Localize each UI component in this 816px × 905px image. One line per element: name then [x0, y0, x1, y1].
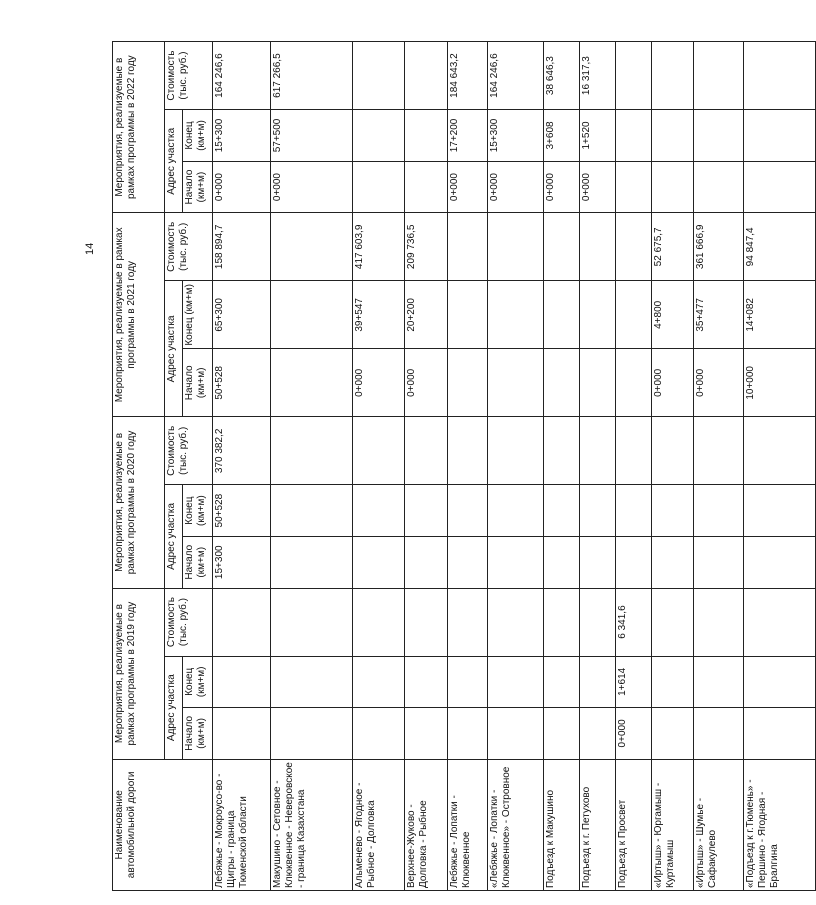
- value-cell: [580, 281, 616, 349]
- value-cell: 0+000: [616, 708, 652, 760]
- value-cell: [271, 213, 353, 281]
- header-address-2021: Адрес участка: [165, 281, 183, 417]
- value-cell: 361 666,9: [694, 213, 744, 281]
- value-cell: 0+000: [488, 161, 544, 213]
- value-cell: 50+528: [213, 349, 271, 417]
- value-cell: [271, 485, 353, 537]
- value-cell: 0+000: [652, 349, 694, 417]
- value-cell: [616, 281, 652, 349]
- value-cell: [652, 42, 694, 110]
- value-cell: [353, 536, 405, 588]
- value-cell: [652, 708, 694, 760]
- page-number: 14: [84, 242, 96, 255]
- header-year-2022: Мероприятия, реализуемые в рамках программы в 2022 году: [113, 42, 165, 213]
- value-cell: [271, 536, 353, 588]
- value-cell: [448, 708, 488, 760]
- table-row: [544, 42, 580, 891]
- value-cell: [544, 417, 580, 485]
- value-cell: [213, 588, 271, 656]
- value-cell: [448, 417, 488, 485]
- value-cell: [744, 588, 816, 656]
- value-cell: [488, 485, 544, 537]
- value-cell: [616, 161, 652, 213]
- value-cell: [744, 656, 816, 708]
- value-cell: [652, 485, 694, 537]
- value-cell: [353, 161, 405, 213]
- value-cell: [616, 485, 652, 537]
- value-cell: 3+608: [544, 110, 580, 162]
- road-name-cell: «Лебяжье - Лопатки - Клюквенное» - Островное: [488, 759, 544, 890]
- value-cell: [271, 417, 353, 485]
- value-cell: 0+000: [405, 349, 448, 417]
- header-road-name: Наименование автомобильной дороги: [113, 759, 213, 890]
- value-cell: [213, 708, 271, 760]
- value-cell: [616, 349, 652, 417]
- header-year-2019: Мероприятия, реализуемые в рамках программы в 2019 году: [113, 588, 165, 759]
- value-cell: 35+477: [694, 281, 744, 349]
- value-cell: [544, 281, 580, 349]
- value-cell: [271, 281, 353, 349]
- value-cell: 52 675,7: [652, 213, 694, 281]
- header-cost-2022: Стоимость (тыс. руб.): [165, 42, 213, 110]
- value-cell: 94 847,4: [744, 213, 816, 281]
- value-cell: [652, 110, 694, 162]
- value-cell: 14+082: [744, 281, 816, 349]
- value-cell: [652, 417, 694, 485]
- value-cell: [405, 161, 448, 213]
- value-cell: [448, 656, 488, 708]
- value-cell: [353, 42, 405, 110]
- value-cell: [488, 349, 544, 417]
- value-cell: 20+200: [405, 281, 448, 349]
- value-cell: [448, 281, 488, 349]
- road-name-cell: Альменево - Ягодное - Рыбное - Долговка: [353, 759, 405, 890]
- value-cell: [448, 485, 488, 537]
- value-cell: 164 246,6: [213, 42, 271, 110]
- value-cell: 184 643,2: [448, 42, 488, 110]
- value-cell: [616, 417, 652, 485]
- value-cell: 0+000: [353, 349, 405, 417]
- road-name-cell: Подъезд к Макушино: [544, 759, 580, 890]
- value-cell: 17+200: [448, 110, 488, 162]
- value-cell: 617 266,5: [271, 42, 353, 110]
- value-cell: [405, 536, 448, 588]
- road-name-cell: «Иртыш» - Юргамыш - Куртамыш: [652, 759, 694, 890]
- table-row: [353, 42, 405, 891]
- value-cell: 38 646,3: [544, 42, 580, 110]
- value-cell: [488, 708, 544, 760]
- value-cell: 209 736,5: [405, 213, 448, 281]
- value-cell: [744, 536, 816, 588]
- value-cell: [405, 417, 448, 485]
- value-cell: 10+000: [744, 349, 816, 417]
- table-row: [271, 42, 353, 891]
- value-cell: [694, 588, 744, 656]
- value-cell: [448, 213, 488, 281]
- value-cell: [580, 536, 616, 588]
- value-cell: [544, 349, 580, 417]
- value-cell: [694, 485, 744, 537]
- value-cell: [744, 485, 816, 537]
- value-cell: [271, 656, 353, 708]
- value-cell: [353, 656, 405, 708]
- value-cell: [744, 708, 816, 760]
- value-cell: [544, 708, 580, 760]
- value-cell: 16 317,3: [580, 42, 616, 110]
- value-cell: [353, 110, 405, 162]
- value-cell: [488, 281, 544, 349]
- value-cell: [652, 536, 694, 588]
- value-cell: [488, 417, 544, 485]
- value-cell: [580, 656, 616, 708]
- road-name-cell: Лебяжье - Лопатки - Клюквенное: [448, 759, 488, 890]
- value-cell: [353, 588, 405, 656]
- header-start-2019: Начало (км+м): [183, 708, 213, 760]
- header-end-2020: Конец (км+м): [183, 485, 213, 537]
- value-cell: [271, 588, 353, 656]
- value-cell: [271, 708, 353, 760]
- value-cell: [694, 417, 744, 485]
- value-cell: [213, 656, 271, 708]
- table-row: [448, 42, 488, 891]
- header-address-2020: Адрес участка: [165, 485, 183, 588]
- table-row: [616, 42, 652, 891]
- table-row: [744, 42, 816, 891]
- value-cell: 0+000: [544, 161, 580, 213]
- value-cell: [580, 417, 616, 485]
- value-cell: [544, 213, 580, 281]
- value-cell: [616, 110, 652, 162]
- value-cell: [652, 161, 694, 213]
- value-cell: 65+300: [213, 281, 271, 349]
- value-cell: [694, 656, 744, 708]
- value-cell: [694, 110, 744, 162]
- value-cell: 57+500: [271, 110, 353, 162]
- value-cell: 417 603,9: [353, 213, 405, 281]
- header-year-2020: Мероприятия, реализуемые в рамках программы в 2020 году: [113, 417, 165, 588]
- value-cell: 370 382,2: [213, 417, 271, 485]
- value-cell: 1+520: [580, 110, 616, 162]
- road-name-cell: Подъезд к Просвет: [616, 759, 652, 890]
- header-year-2021: Мероприятия, реализуемые в рамках программы в 2021 году: [113, 213, 165, 417]
- value-cell: [580, 588, 616, 656]
- value-cell: [652, 588, 694, 656]
- value-cell: [744, 161, 816, 213]
- rotated-table-container: [112, 41, 780, 891]
- header-start-2022: Начало (км+м): [183, 161, 213, 213]
- table-row: [580, 42, 616, 891]
- value-cell: 50+528: [213, 485, 271, 537]
- value-cell: [405, 42, 448, 110]
- value-cell: 164 246,6: [488, 42, 544, 110]
- value-cell: [694, 536, 744, 588]
- road-name-cell: Верхнее-Жуково - Долговка - Рыбное: [405, 759, 448, 890]
- value-cell: 0+000: [213, 161, 271, 213]
- value-cell: [744, 42, 816, 110]
- value-cell: [580, 213, 616, 281]
- header-address-2022: Адрес участка: [165, 110, 183, 213]
- header-end-2019: Конец (км+м): [183, 656, 213, 708]
- value-cell: 15+300: [213, 536, 271, 588]
- header-start-2020: Начало (км+м): [183, 536, 213, 588]
- header-cost-2020: Стоимость (тыс. руб.): [165, 417, 213, 485]
- header-cost-2019: Стоимость (тыс. руб.): [165, 588, 213, 656]
- value-cell: 0+000: [271, 161, 353, 213]
- value-cell: [405, 485, 448, 537]
- table-row: [488, 42, 544, 891]
- value-cell: [544, 588, 580, 656]
- value-cell: [652, 656, 694, 708]
- value-cell: [488, 588, 544, 656]
- value-cell: [488, 213, 544, 281]
- road-program-table: [112, 41, 816, 891]
- road-name-cell: Подъезд к г. Петухово: [580, 759, 616, 890]
- header-end-2022: Конец (км+м): [183, 110, 213, 162]
- value-cell: 0+000: [580, 161, 616, 213]
- value-cell: [580, 349, 616, 417]
- header-address-2019: Адрес участка: [165, 656, 183, 759]
- value-cell: [353, 417, 405, 485]
- header-end-2021: Конец (км+м): [183, 281, 213, 349]
- value-cell: [544, 536, 580, 588]
- road-name-cell: Макушино - Сетовное - Клюквенное - Неверовское - граница Казахстана: [271, 759, 353, 890]
- value-cell: [616, 536, 652, 588]
- value-cell: [488, 656, 544, 708]
- value-cell: [448, 349, 488, 417]
- value-cell: [544, 656, 580, 708]
- value-cell: [405, 588, 448, 656]
- table-row: [405, 42, 448, 891]
- road-name-cell: Лебяжье - Мокроусо-во - Щигры - граница Тюменской области: [213, 759, 271, 890]
- value-cell: [448, 536, 488, 588]
- value-cell: 158 894,7: [213, 213, 271, 281]
- value-cell: 15+300: [488, 110, 544, 162]
- table-row: [213, 42, 271, 891]
- value-cell: [488, 536, 544, 588]
- value-cell: [353, 708, 405, 760]
- value-cell: [544, 485, 580, 537]
- value-cell: 1+614: [616, 656, 652, 708]
- value-cell: [744, 417, 816, 485]
- value-cell: [448, 588, 488, 656]
- value-cell: [405, 110, 448, 162]
- header-start-2021: Начало (км+м): [183, 349, 213, 417]
- header-cost-2021: Стоимость (тыс. руб.): [165, 213, 213, 281]
- road-name-cell: «Подъезд к г.Тюмень» - Першино - Ягодная - Бралгина: [744, 759, 816, 890]
- value-cell: [694, 161, 744, 213]
- value-cell: [694, 42, 744, 110]
- value-cell: [694, 708, 744, 760]
- value-cell: [271, 349, 353, 417]
- value-cell: [353, 485, 405, 537]
- value-cell: 15+300: [213, 110, 271, 162]
- road-name-cell: «Иртыш» - Шумье - Сафакулево: [694, 759, 744, 890]
- value-cell: 6 341,6: [616, 588, 652, 656]
- value-cell: [616, 42, 652, 110]
- value-cell: 39+547: [353, 281, 405, 349]
- value-cell: 0+000: [448, 161, 488, 213]
- value-cell: 0+000: [694, 349, 744, 417]
- value-cell: [405, 708, 448, 760]
- value-cell: [580, 708, 616, 760]
- table-row: [694, 42, 744, 891]
- value-cell: [405, 656, 448, 708]
- value-cell: [616, 213, 652, 281]
- table-row: [652, 42, 694, 891]
- value-cell: 4+800: [652, 281, 694, 349]
- value-cell: [580, 485, 616, 537]
- value-cell: [744, 110, 816, 162]
